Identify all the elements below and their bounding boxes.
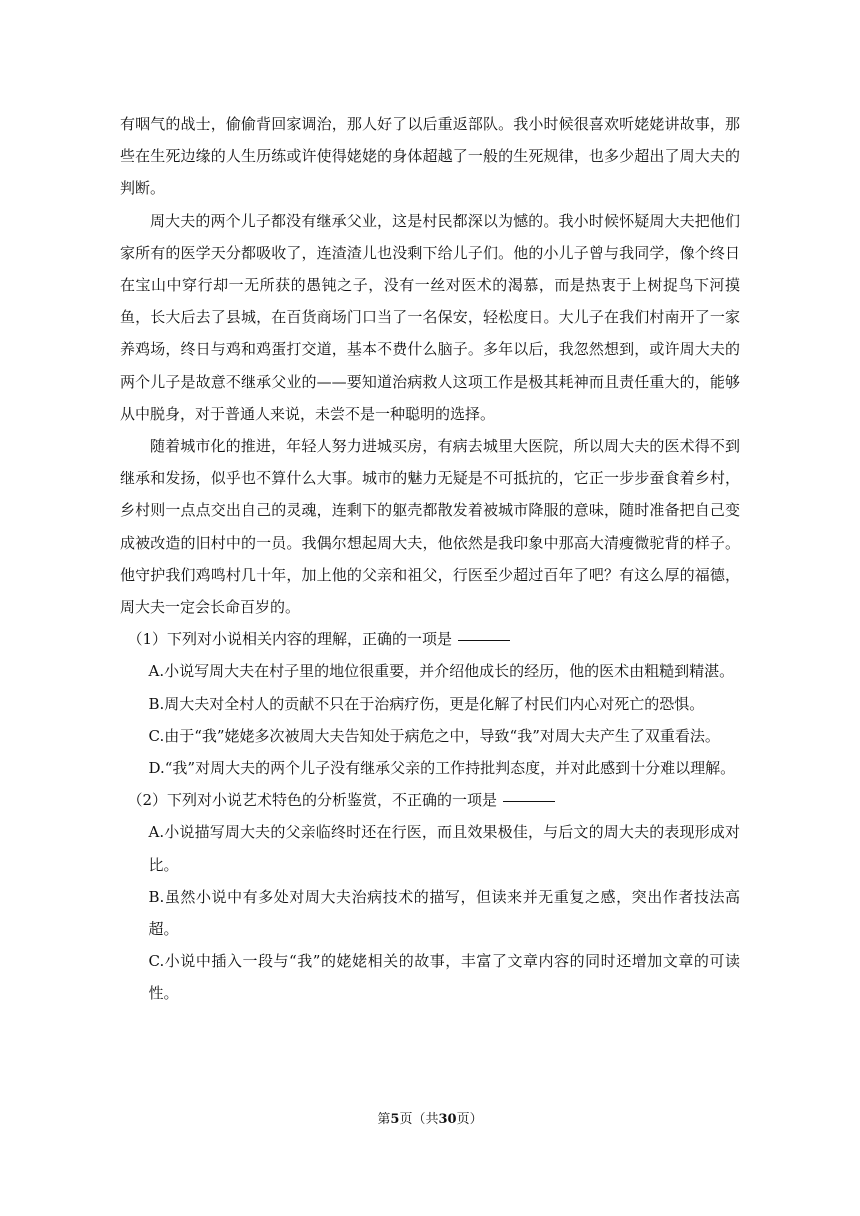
footer-total-pages: 30 xyxy=(438,1112,457,1127)
question-1-option-d: D.“我”对周大夫的两个儿子没有继承父亲的工作持批判态度，并对此感到十分难以理解。 xyxy=(148,759,736,778)
question-2-option-c: C.小说中插入一段与“我”的姥姥相关的故事，丰富了文章内容的同时还增加文章的可读性。 xyxy=(148,952,740,1003)
footer-middle: 页（共 xyxy=(399,1112,439,1127)
page-footer xyxy=(0,1108,860,1127)
question-2-text: （2）下列对小说艺术特色的分析鉴赏，不正确的一项是 xyxy=(127,791,498,810)
question-1-text: （1）下列对小说相关内容的理解，正确的一项是 xyxy=(127,630,453,649)
question-2-stem xyxy=(120,784,740,816)
question-1-option-b: B.周大夫对全村人的贡献不只在于治病疗伤，更是化解了村民们内心对死亡的恐惧。 xyxy=(148,694,705,713)
document-body xyxy=(120,108,740,1010)
paragraph: 随着城市化的推进，年轻人努力进城买房，有病去城里大医院，所以周大夫的医术得不到继承和发扬，似乎也不算什么大事。城市的魅力无疑是不可抵抗的，它正一步步蚕食着乡村，乡村则一点点交出自己的灵魂，连剩下的躯壳都散发着被城市降服的意味，随时准备把自己变成被改造的旧村中的一员。我偶尔想起周大夫，他依然是我印象中那高大清瘦微驼背的样子。他守护我们鸡鸣村几十年，加上他的父亲和祖父，行医至少超过百年了吧？有这么厚的福德，周大夫一定会长命百岁的。 xyxy=(120,437,740,617)
question-1-stem xyxy=(120,623,740,655)
paragraph: 周大夫的两个儿子都没有继承父业，这是村民都深以为憾的。我小时候怀疑周大夫把他们家所有的医学天分都吸收了，连渣渣儿也没剩下给儿子们。他的小儿子曾与我同学，像个终日在宝山中穿行却一无所获的愚钝之子，没有一丝对医术的渴慕，而是热衷于上树捉鸟下河摸鱼，长大后去了县城，在百货商场门口当了一名保安，轻松度日。大儿子在我们村南开了一家养鸡场，终日与鸡和鸡蛋打交道，基本不费什么脑子。多年以后，我忽然想到，或许周大夫的两个儿子是故意不继承父业的——要知道治病救人这项工作是极其耗神而且责任重大的，能够从中脱身，对于普通人来说，未尝不是一种聪明的选择。 xyxy=(120,211,740,423)
question-2-option-a: A.小说描写周大夫的父亲临终时还在行医，而且效果极佳，与后文的周大夫的表现形成对比。 xyxy=(148,823,740,874)
paragraph: 有咽气的战士，偷偷背回家调治，那人好了以后重返部队。我小时候很喜欢听姥姥讲故事，那些在生死边缘的人生历练或许使得姥姥的身体超越了一般的生死规律，也多少超出了周大夫的判断。 xyxy=(120,115,740,198)
question-2-option-b: B.虽然小说中有多处对周大夫治病技术的描写，但读来并无重复之感，突出作者技法高超。 xyxy=(148,887,740,939)
footer-prefix: 第 xyxy=(377,1112,391,1127)
question-1-option-a: A.小说写周大夫在村子里的地位很重要，并介绍他成长的经历，他的医术由粗糙到精湛。 xyxy=(148,662,735,681)
footer-page-number: 5 xyxy=(390,1112,400,1127)
answer-blank xyxy=(503,800,555,802)
footer-suffix: 页） xyxy=(456,1112,483,1127)
answer-blank xyxy=(458,639,510,641)
question-1-option-c: C.由于“我”姥姥多次被周大夫告知处于病危之中，导致“我”对周大夫产生了双重看法。 xyxy=(148,726,720,745)
